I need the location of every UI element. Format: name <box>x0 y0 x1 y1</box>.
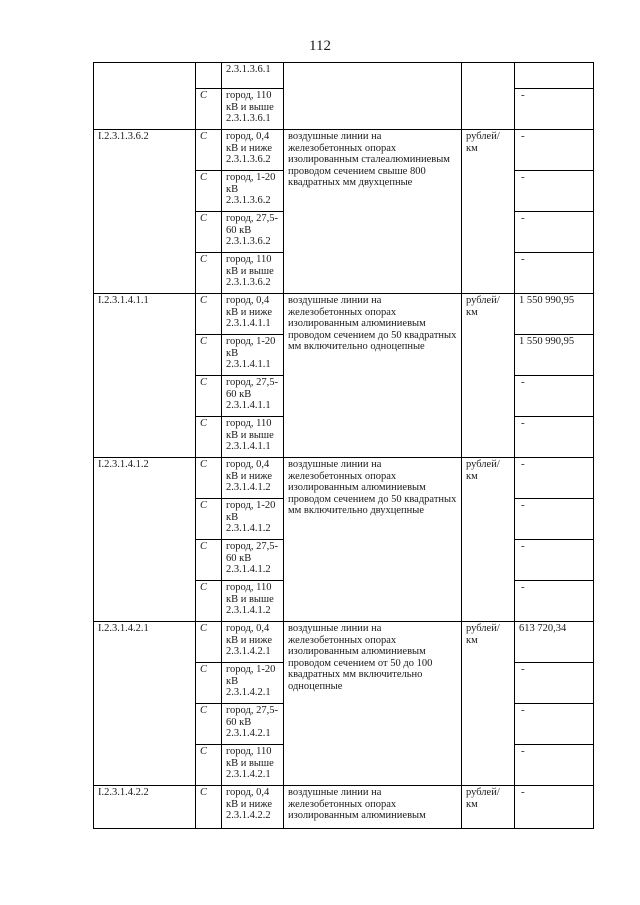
location-cell: город, 0,4 кВ и ниже 2.3.1.4.1.1 <box>222 294 284 335</box>
class-cell: С <box>196 745 222 786</box>
class-cell: С <box>196 704 222 745</box>
location-cell: город, 110 кВ и выше 2.3.1.3.6.2 <box>222 253 284 294</box>
class-cell: С <box>196 622 222 663</box>
class-cell: С <box>196 499 222 540</box>
table-row <box>94 130 594 171</box>
value-cell: - <box>515 171 594 212</box>
description-cell: воздушные линии на железобетонных опорах изолированным алюминиевым проводом сечением до 50 квадратных мм включительно одноцепные <box>284 294 462 458</box>
tariff-groups <box>94 130 594 786</box>
code-cell: I.2.3.1.4.2.2 <box>94 786 196 829</box>
location-cell: город, 110 кВ и выше 2.3.1.4.1.2 <box>222 581 284 622</box>
value-cell: - <box>515 458 594 499</box>
code-cell: I.2.3.1.4.2.1 <box>94 622 196 786</box>
table-row <box>94 786 594 829</box>
location-cell: город, 1-20 кВ 2.3.1.4.1.2 <box>222 499 284 540</box>
location-cell: город, 1-20 кВ 2.3.1.4.1.1 <box>222 335 284 376</box>
unit-cell: рублей/км <box>462 622 515 786</box>
class-cell: С <box>196 294 222 335</box>
value-cell: 613 720,34 <box>515 622 594 663</box>
value-cell: - <box>515 253 594 294</box>
table-row <box>94 458 594 499</box>
location-cell: 2.3.1.3.6.1 <box>222 63 284 89</box>
code-cell: I.2.3.1.3.6.2 <box>94 130 196 294</box>
value-cell: - <box>515 540 594 581</box>
class-cell: С <box>196 89 222 130</box>
location-cell: город, 1-20 кВ 2.3.1.4.2.1 <box>222 663 284 704</box>
description-cell: воздушные линии на железобетонных опорах изолированным сталеалюминиевым проводом сечением свыше 800 квадратных мм двухцепные <box>284 130 462 294</box>
description-cell: воздушные линии на железобетонных опорах изолированным алюминиевым <box>284 786 462 829</box>
value-cell: - <box>515 417 594 458</box>
unit-cell: рублей/км <box>462 294 515 458</box>
page-number: 112 <box>309 38 331 54</box>
tariff-table <box>93 62 594 829</box>
value-cell: - <box>515 499 594 540</box>
location-cell: город, 27,5-60 кВ 2.3.1.4.1.2 <box>222 540 284 581</box>
class-cell: С <box>196 581 222 622</box>
unit-cell: рублей/км <box>462 458 515 622</box>
class-cell: С <box>196 417 222 458</box>
location-cell: город, 27,5-60 кВ 2.3.1.4.1.1 <box>222 376 284 417</box>
location-cell: город, 0,4 кВ и ниже 2.3.1.3.6.2 <box>222 130 284 171</box>
class-cell: С <box>196 540 222 581</box>
class-cell: С <box>196 335 222 376</box>
value-cell: - <box>515 663 594 704</box>
value-cell: - <box>515 704 594 745</box>
description-cell: воздушные линии на железобетонных опорах изолированным алюминиевым проводом сечением от 50 до 100 квадратных мм включительно одноцепные <box>284 622 462 786</box>
value-cell: - <box>515 130 594 171</box>
description-cell: воздушные линии на железобетонных опорах изолированным алюминиевым проводом сечением до 50 квадратных мм включительно двухцепные <box>284 458 462 622</box>
location-cell: город, 110 кВ и выше 2.3.1.3.6.1 <box>222 89 284 130</box>
value-cell: - <box>515 212 594 253</box>
location-cell: город, 27,5-60 кВ 2.3.1.4.2.1 <box>222 704 284 745</box>
class-cell <box>196 63 222 89</box>
location-cell: город, 0,4 кВ и ниже 2.3.1.4.2.2 <box>222 786 284 829</box>
class-cell: С <box>196 130 222 171</box>
value-cell: - <box>515 89 594 130</box>
class-cell: С <box>196 663 222 704</box>
class-cell: С <box>196 376 222 417</box>
value-cell: 1 550 990,95 <box>515 335 594 376</box>
location-cell: город, 110 кВ и выше 2.3.1.4.1.1 <box>222 417 284 458</box>
tariff-table-body <box>94 63 594 130</box>
table-row <box>94 622 594 663</box>
unit-cell: рублей/км <box>462 130 515 294</box>
code-cell: I.2.3.1.4.1.1 <box>94 294 196 458</box>
location-cell: город, 27,5-60 кВ 2.3.1.3.6.2 <box>222 212 284 253</box>
tariff-table-tail <box>94 786 594 829</box>
value-cell: 1 550 990,95 <box>515 294 594 335</box>
class-cell: С <box>196 212 222 253</box>
class-cell: С <box>196 253 222 294</box>
code-cell: I.2.3.1.4.1.2 <box>94 458 196 622</box>
table-row <box>94 294 594 335</box>
value-cell <box>515 63 594 89</box>
location-cell: город, 0,4 кВ и ниже 2.3.1.4.1.2 <box>222 458 284 499</box>
unit-cell <box>462 63 515 130</box>
description-cell <box>284 63 462 130</box>
value-cell: - <box>515 745 594 786</box>
value-cell: - <box>515 376 594 417</box>
unit-cell: рублей/км <box>462 786 515 829</box>
location-cell: город, 0,4 кВ и ниже 2.3.1.4.2.1 <box>222 622 284 663</box>
value-cell: - <box>515 581 594 622</box>
class-cell: С <box>196 458 222 499</box>
location-cell: город, 1-20 кВ 2.3.1.3.6.2 <box>222 171 284 212</box>
location-cell: город, 110 кВ и выше 2.3.1.4.2.1 <box>222 745 284 786</box>
class-cell: С <box>196 786 222 829</box>
code-cell <box>94 63 196 130</box>
class-cell: С <box>196 171 222 212</box>
table-row <box>94 63 594 89</box>
value-cell: - <box>515 786 594 829</box>
